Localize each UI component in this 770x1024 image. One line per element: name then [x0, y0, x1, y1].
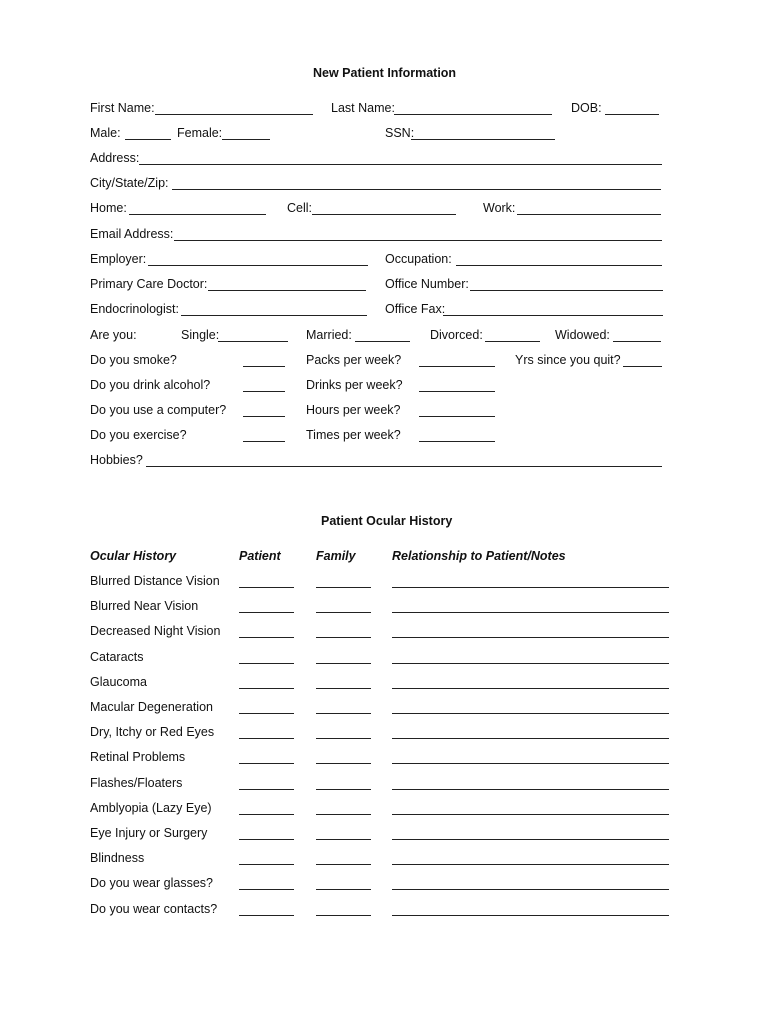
cell-phone-label: Cell:: [287, 201, 313, 215]
male-field[interactable]: [125, 139, 171, 140]
patient-field[interactable]: [239, 789, 294, 790]
family-field[interactable]: [316, 612, 371, 613]
cell-phone-field[interactable]: [312, 214, 456, 215]
patient-field[interactable]: [239, 637, 294, 638]
single-label: Single:: [181, 328, 220, 342]
patient-field[interactable]: [239, 738, 294, 739]
notes-field[interactable]: [392, 864, 669, 865]
family-field[interactable]: [316, 713, 371, 714]
male-label: Male:: [90, 126, 121, 140]
patient-field[interactable]: [239, 864, 294, 865]
computer-label: Do you use a computer?: [90, 403, 227, 417]
hobbies-label: Hobbies?: [90, 453, 143, 467]
patient-field[interactable]: [239, 713, 294, 714]
years-since-quit-field[interactable]: [623, 366, 662, 367]
last-name-label: Last Name:: [331, 101, 395, 115]
notes-field[interactable]: [392, 612, 669, 613]
family-field[interactable]: [316, 637, 371, 638]
occupation-field[interactable]: [456, 265, 662, 266]
packs-per-week-label: Packs per week?: [306, 353, 402, 367]
ocular-history-title: Patient Ocular History: [321, 514, 453, 528]
computer-field[interactable]: [243, 416, 285, 417]
times-per-week-label: Times per week?: [306, 428, 401, 442]
dob-label: DOB:: [571, 101, 602, 115]
drinks-per-week-label: Drinks per week?: [306, 378, 403, 392]
notes-field[interactable]: [392, 587, 669, 588]
patient-field[interactable]: [239, 663, 294, 664]
first-name-field[interactable]: [155, 114, 313, 115]
city-state-zip-field[interactable]: [172, 189, 661, 190]
occupation-label: Occupation:: [385, 252, 452, 266]
patient-field[interactable]: [239, 612, 294, 613]
divorced-field[interactable]: [485, 341, 540, 342]
times-per-week-field[interactable]: [419, 441, 495, 442]
family-field[interactable]: [316, 738, 371, 739]
ocular-row-label: Blurred Near Vision: [90, 599, 199, 613]
ocular-row-label: Dry, Itchy or Red Eyes: [90, 725, 215, 739]
office-fax-field[interactable]: [443, 315, 663, 316]
notes-field[interactable]: [392, 663, 669, 664]
packs-per-week-field[interactable]: [419, 366, 495, 367]
ocular-row-label: Flashes/Floaters: [90, 776, 183, 790]
patient-field[interactable]: [239, 915, 294, 916]
patient-field[interactable]: [239, 839, 294, 840]
ocular-row-label: Do you wear contacts?: [90, 902, 218, 916]
family-field[interactable]: [316, 864, 371, 865]
endocrinologist-label: Endocrinologist:: [90, 302, 179, 316]
ocular-row-label: Macular Degeneration: [90, 700, 213, 714]
smoke-label: Do you smoke?: [90, 353, 177, 367]
ocular-row-label: Glaucoma: [90, 675, 147, 689]
ocular-row-label: Eye Injury or Surgery: [90, 826, 208, 840]
alcohol-label: Do you drink alcohol?: [90, 378, 211, 392]
ocular-row-label: Cataracts: [90, 650, 144, 664]
ocular-row-label: Blurred Distance Vision: [90, 574, 220, 588]
primary-care-doctor-label: Primary Care Doctor:: [90, 277, 208, 291]
header-ocular-history: Ocular History: [90, 549, 177, 563]
primary-care-doctor-field[interactable]: [208, 290, 366, 291]
hours-per-week-label: Hours per week?: [306, 403, 401, 417]
office-number-label: Office Number:: [385, 277, 469, 291]
patient-field[interactable]: [239, 889, 294, 890]
divorced-label: Divorced:: [430, 328, 483, 342]
patient-field[interactable]: [239, 814, 294, 815]
office-number-field[interactable]: [470, 290, 663, 291]
family-field[interactable]: [316, 763, 371, 764]
family-field[interactable]: [316, 915, 371, 916]
family-field[interactable]: [316, 587, 371, 588]
dob-field[interactable]: [605, 114, 659, 115]
hobbies-field[interactable]: [146, 466, 662, 467]
single-field[interactable]: [218, 341, 288, 342]
family-field[interactable]: [316, 663, 371, 664]
alcohol-field[interactable]: [243, 391, 285, 392]
notes-field[interactable]: [392, 688, 669, 689]
first-name-label: First Name:: [90, 101, 155, 115]
employer-field[interactable]: [148, 265, 368, 266]
family-field[interactable]: [316, 789, 371, 790]
endocrinologist-field[interactable]: [181, 315, 367, 316]
address-label: Address:: [90, 151, 140, 165]
email-field[interactable]: [174, 240, 662, 241]
patient-field[interactable]: [239, 763, 294, 764]
hours-per-week-field[interactable]: [419, 416, 495, 417]
years-since-quit-label: Yrs since you quit?: [515, 353, 621, 367]
family-field[interactable]: [316, 688, 371, 689]
ocular-row-label: Amblyopia (Lazy Eye): [90, 801, 212, 815]
form-title: New Patient Information: [313, 66, 457, 80]
female-field[interactable]: [222, 139, 270, 140]
employer-label: Employer:: [90, 252, 147, 266]
family-field[interactable]: [316, 839, 371, 840]
last-name-field[interactable]: [394, 114, 552, 115]
home-phone-label: Home:: [90, 201, 127, 215]
notes-field[interactable]: [392, 763, 669, 764]
widowed-field[interactable]: [613, 341, 661, 342]
ocular-row-label: Do you wear glasses?: [90, 876, 213, 890]
married-field[interactable]: [355, 341, 410, 342]
work-phone-label: Work:: [483, 201, 516, 215]
family-field[interactable]: [316, 889, 371, 890]
exercise-field[interactable]: [243, 441, 285, 442]
city-state-zip-label: City/State/Zip:: [90, 176, 169, 190]
notes-field[interactable]: [392, 713, 669, 714]
exercise-label: Do you exercise?: [90, 428, 187, 442]
notes-field[interactable]: [392, 738, 669, 739]
ocular-row-label: Blindness: [90, 851, 145, 865]
notes-field[interactable]: [392, 814, 669, 815]
notes-field[interactable]: [392, 637, 669, 638]
widowed-label: Widowed:: [555, 328, 610, 342]
ocular-row-label: Decreased Night Vision: [90, 624, 221, 638]
header-patient: Patient: [239, 549, 281, 563]
patient-field[interactable]: [239, 587, 294, 588]
notes-field[interactable]: [392, 839, 669, 840]
header-family: Family: [316, 549, 356, 563]
ssn-field[interactable]: [411, 139, 555, 140]
notes-field[interactable]: [392, 789, 669, 790]
married-label: Married:: [306, 328, 352, 342]
notes-field[interactable]: [392, 915, 669, 916]
office-fax-label: Office Fax:: [385, 302, 446, 316]
ocular-row-label: Retinal Problems: [90, 750, 186, 764]
smoke-field[interactable]: [243, 366, 285, 367]
family-field[interactable]: [316, 814, 371, 815]
patient-field[interactable]: [239, 688, 294, 689]
drinks-per-week-field[interactable]: [419, 391, 495, 392]
home-phone-field[interactable]: [129, 214, 266, 215]
email-label: Email Address:: [90, 227, 174, 241]
header-relationship-notes: Relationship to Patient/Notes: [392, 549, 566, 563]
work-phone-field[interactable]: [517, 214, 661, 215]
address-field[interactable]: [139, 164, 662, 165]
notes-field[interactable]: [392, 889, 669, 890]
ssn-label: SSN:: [385, 126, 415, 140]
female-label: Female:: [177, 126, 223, 140]
are-you-label: Are you:: [90, 328, 137, 342]
